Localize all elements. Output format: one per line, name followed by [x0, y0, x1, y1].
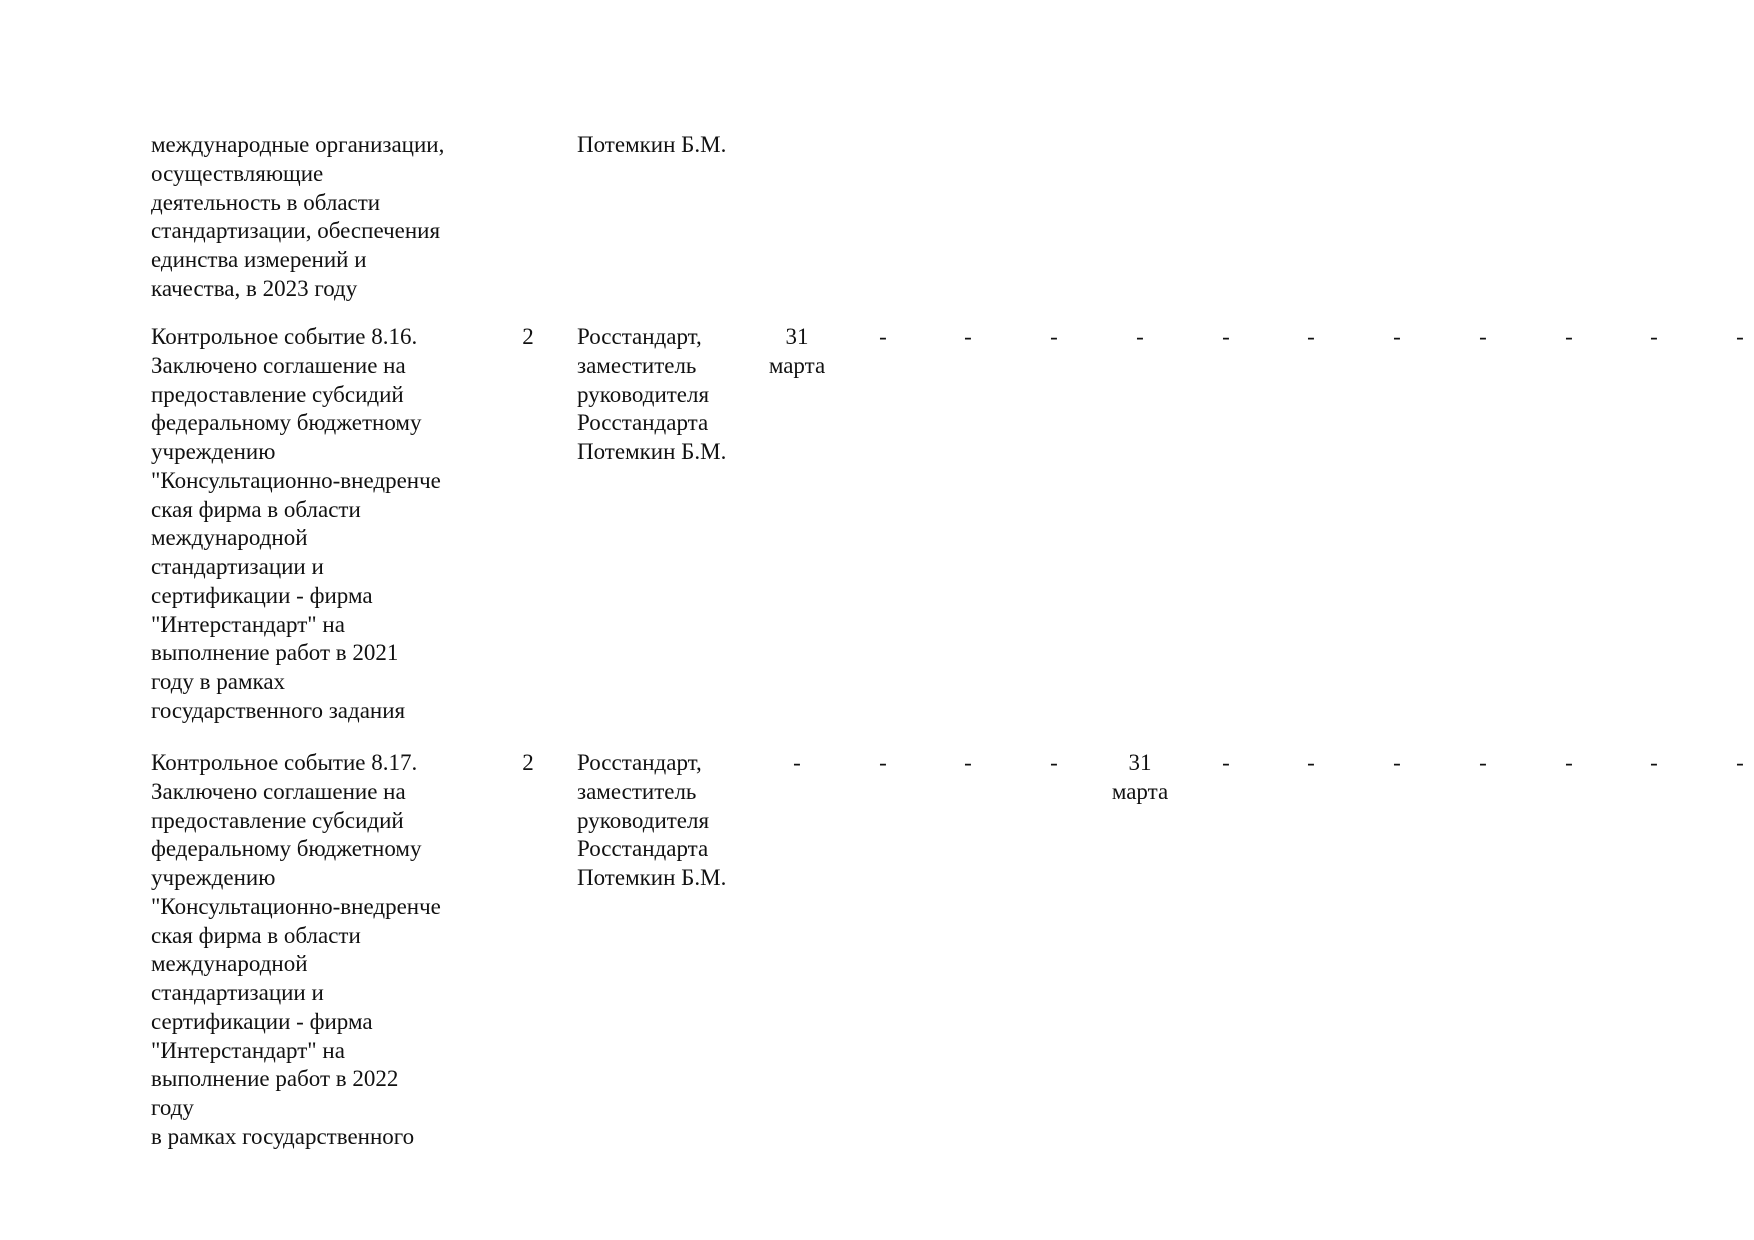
month-mark: -: [1736, 324, 1744, 349]
event-description: Контрольное событие 8.16. Заключено соглашение на предоставление субсидий федеральному бюджетному учреждению "Консультационно-внедренче ская фирма в области международной стандартизации и сертификации - фирма "Интерстандарт" на выполнение работ в 2021 году в рамках государственного задания: [151, 324, 441, 723]
month-mark: -: [1393, 324, 1401, 349]
month-mark: -: [1222, 324, 1230, 349]
month-mark: -: [1565, 750, 1573, 775]
event-description: Контрольное событие 8.17. Заключено соглашение на предоставление субсидий федеральному бюджетному учреждению "Консультационно-внедренче ская фирма в области международной стандартизации и сертификации - фирма "Интерстандарт" на выполнение работ в 2022 году в рамках государственного: [151, 750, 441, 1149]
month-mark: -: [1307, 750, 1315, 775]
event-description: международные организации, осуществляющие деятельность в области стандартизации, обеспечения единства измерений и качества, в 2023 году: [151, 132, 445, 301]
month-mark: -: [1650, 324, 1658, 349]
month-mark: 31 марта: [768, 324, 826, 378]
month-mark: -: [1050, 324, 1058, 349]
month-mark: -: [1307, 324, 1315, 349]
event-responsible: Росстандарт, заместитель руководителя Росстандарта Потемкин Б.М.: [577, 324, 727, 464]
month-mark: -: [1565, 324, 1573, 349]
month-mark: -: [1650, 750, 1658, 775]
month-mark: -: [879, 324, 887, 349]
month-mark: -: [964, 750, 972, 775]
month-mark: -: [1136, 324, 1144, 349]
event-level: 2: [522, 750, 534, 775]
event-responsible: Росстандарт, заместитель руководителя Росстандарта Потемкин Б.М.: [577, 750, 727, 890]
event-level: 2: [522, 324, 534, 349]
month-mark: -: [879, 750, 887, 775]
month-mark: -: [1050, 750, 1058, 775]
month-mark: -: [1222, 750, 1230, 775]
month-mark: -: [1736, 750, 1744, 775]
month-mark: -: [1479, 324, 1487, 349]
month-mark: -: [964, 324, 972, 349]
month-mark: -: [1479, 750, 1487, 775]
month-mark: -: [1393, 750, 1401, 775]
month-mark: 31 марта: [1111, 750, 1169, 804]
event-responsible: Потемкин Б.М.: [577, 132, 727, 157]
month-mark: -: [793, 750, 801, 775]
